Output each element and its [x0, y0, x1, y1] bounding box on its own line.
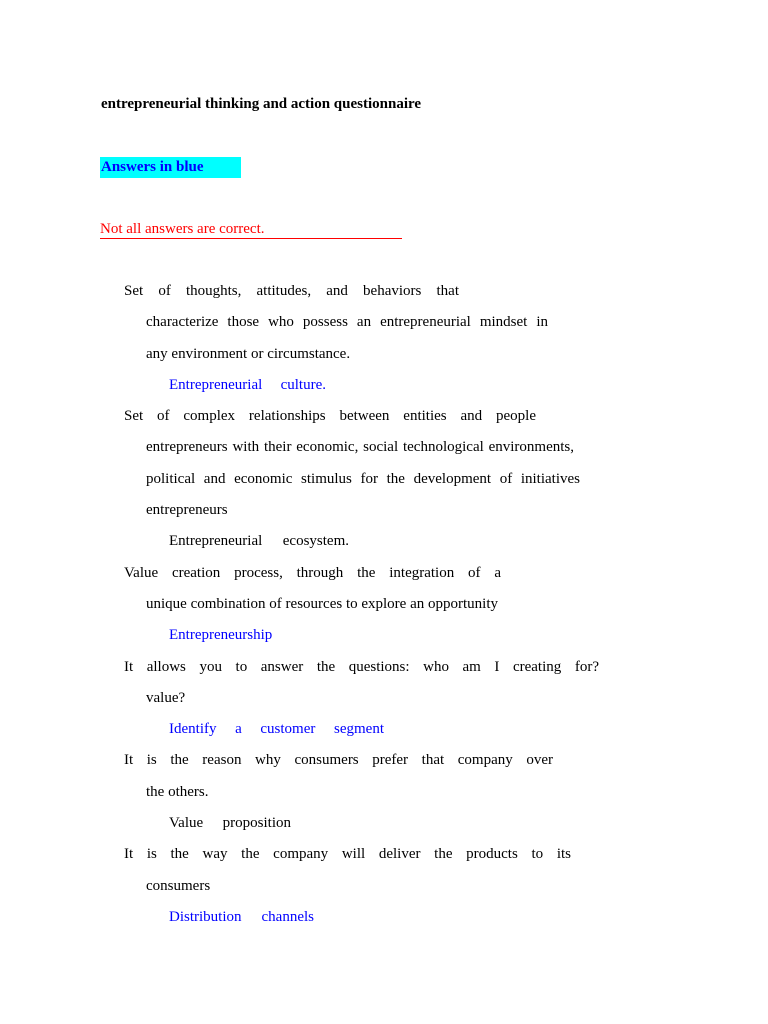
question-line: entrepreneurs with their economic, social technological environments,	[146, 439, 574, 456]
answer-text: Entrepreneurship	[169, 627, 273, 644]
question-item	[0, 652, 768, 746]
question-line: unique combination of resources to explore an opportunity	[146, 595, 498, 612]
question-line: value?	[146, 689, 186, 706]
question-line: Set of complex relationships between entities and people	[124, 408, 536, 425]
answer-text: Value proposition	[169, 815, 291, 832]
page-title: entrepreneurial thinking and action questionnaire	[101, 96, 422, 112]
question-line: Set of thoughts, attitudes, and behaviors that	[124, 283, 459, 299]
answer-text: Entrepreneurial ecosystem.	[169, 533, 349, 550]
question-line: It is the way the company will deliver the products to its	[124, 846, 571, 863]
question-line: any environment or circumstance.	[146, 345, 351, 362]
question-line: It allows you to answer the questions: who am I creating for?	[124, 658, 599, 675]
question-item	[0, 558, 768, 652]
question-line: characterize those who possess an entrepreneurial mindset in	[146, 314, 548, 331]
question-line: It is the reason why consumers prefer that company over	[124, 752, 553, 769]
question-item	[0, 745, 768, 839]
question-item	[0, 401, 768, 557]
question-list	[0, 276, 768, 933]
question-line: consumers	[146, 877, 211, 894]
question-line: entrepreneurs	[146, 502, 228, 519]
question-item	[0, 276, 768, 401]
question-item	[0, 839, 768, 933]
answer-text: Distribution channels	[169, 908, 314, 925]
answer-text: Identify a customer segment	[169, 721, 384, 738]
question-line: the others.	[146, 783, 209, 800]
question-line: Value creation process, through the integration of a	[124, 564, 501, 581]
warning-note: Not all answers are correct.	[100, 220, 402, 239]
answer-text: Entrepreneurial culture.	[169, 376, 326, 393]
answers-in-blue-note: Answers in blue	[100, 157, 241, 178]
question-line: political and economic stimulus for the development of initiatives	[146, 470, 580, 487]
